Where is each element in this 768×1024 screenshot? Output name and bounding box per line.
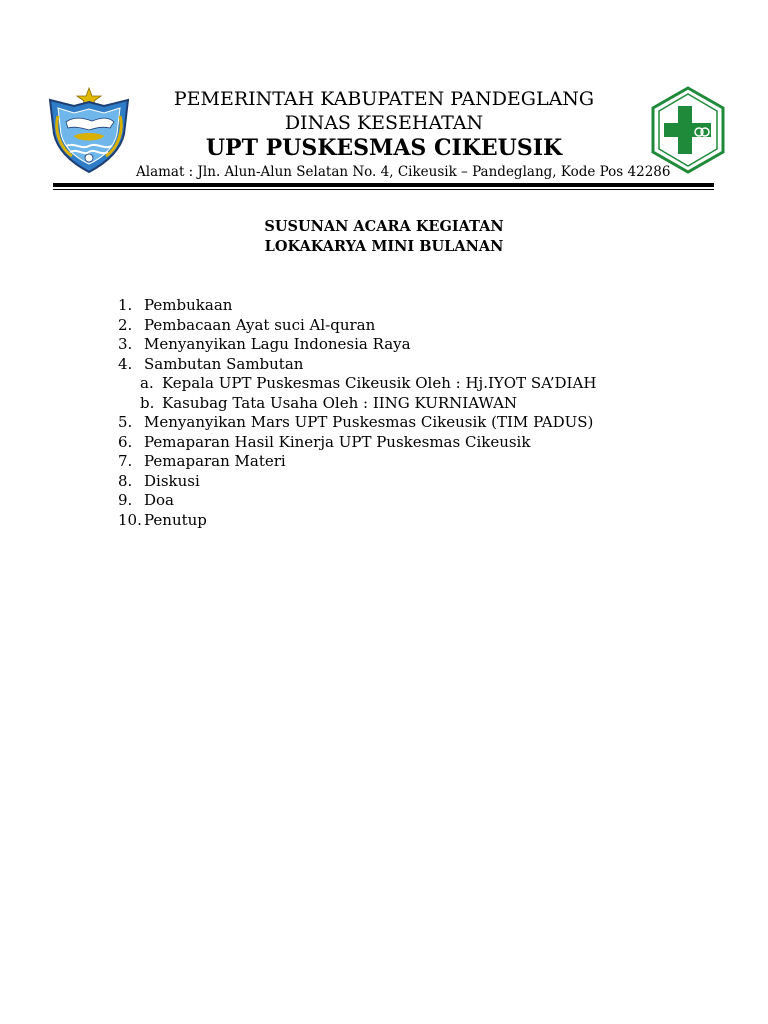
list-text: Diskusi [144,471,200,490]
list-text: Pemaparan Hasil Kinerja UPT Puskesmas Cikeusik [144,432,531,451]
list-number: 8. [118,471,133,490]
government-name: PEMERINTAH KABUPATEN PANDEGLANG [173,88,595,110]
letterhead [0,0,768,190]
header-divider-thin [53,189,714,190]
list-text: Sambutan Sambutan [144,354,304,373]
list-number: a. [140,374,154,392]
list-number: 1. [118,296,133,314]
list-item [118,452,596,472]
list-text: Kasubag Tata Usaha Oleh : IING KURNIAWAN [162,393,518,412]
list-item [118,491,596,511]
agenda-list [118,296,596,530]
list-number: 2. [118,315,133,334]
list-number: 9. [118,491,133,509]
list-number: 10. [118,510,142,529]
list-item [118,511,596,531]
list-item [118,335,596,355]
list-text: Menyanyikan Lagu Indonesia Raya [144,335,411,353]
list-item [118,296,596,316]
list-item [118,433,596,453]
list-text: Doa [144,491,174,509]
document-title: SUSUNAN ACARA KEGIATAN [264,218,504,235]
list-item [118,355,596,375]
institution-name: UPT PUSKESMAS CIKEUSIK [205,135,563,161]
list-number: 7. [118,452,133,470]
list-item [118,316,596,336]
list-number: 3. [118,335,133,353]
list-text: Kepala UPT Puskesmas Cikeusik Oleh : Hj.IYOT SA’DIAH [162,374,597,392]
list-number: 5. [118,413,133,431]
document-subtitle: LOKAKARYA MINI BULANAN [264,238,504,255]
department-name: DINAS KESEHATAN [284,112,484,134]
list-text: Pembukaan [144,296,233,314]
list-item [118,413,596,433]
list-number: 4. [118,354,133,373]
list-text: Penutup [144,510,207,529]
list-subitem [118,374,596,394]
list-text: Menyanyikan Mars UPT Puskesmas Cikeusik (TIM PADUS) [144,413,594,431]
list-text: Pemaparan Materi [144,452,286,470]
list-number: 6. [118,432,133,451]
address: Alamat : Jln. Alun-Alun Selatan No. 4, Cikeusik – Pandeglang, Kode Pos 42286 [136,164,671,180]
list-number: b. [140,393,155,412]
list-subitem [118,394,596,414]
puskesmas-logo-icon [651,86,725,174]
header-divider-thick [53,183,714,187]
list-item [118,472,596,492]
list-text: Pembacaan Ayat suci Al-quran [144,315,376,334]
